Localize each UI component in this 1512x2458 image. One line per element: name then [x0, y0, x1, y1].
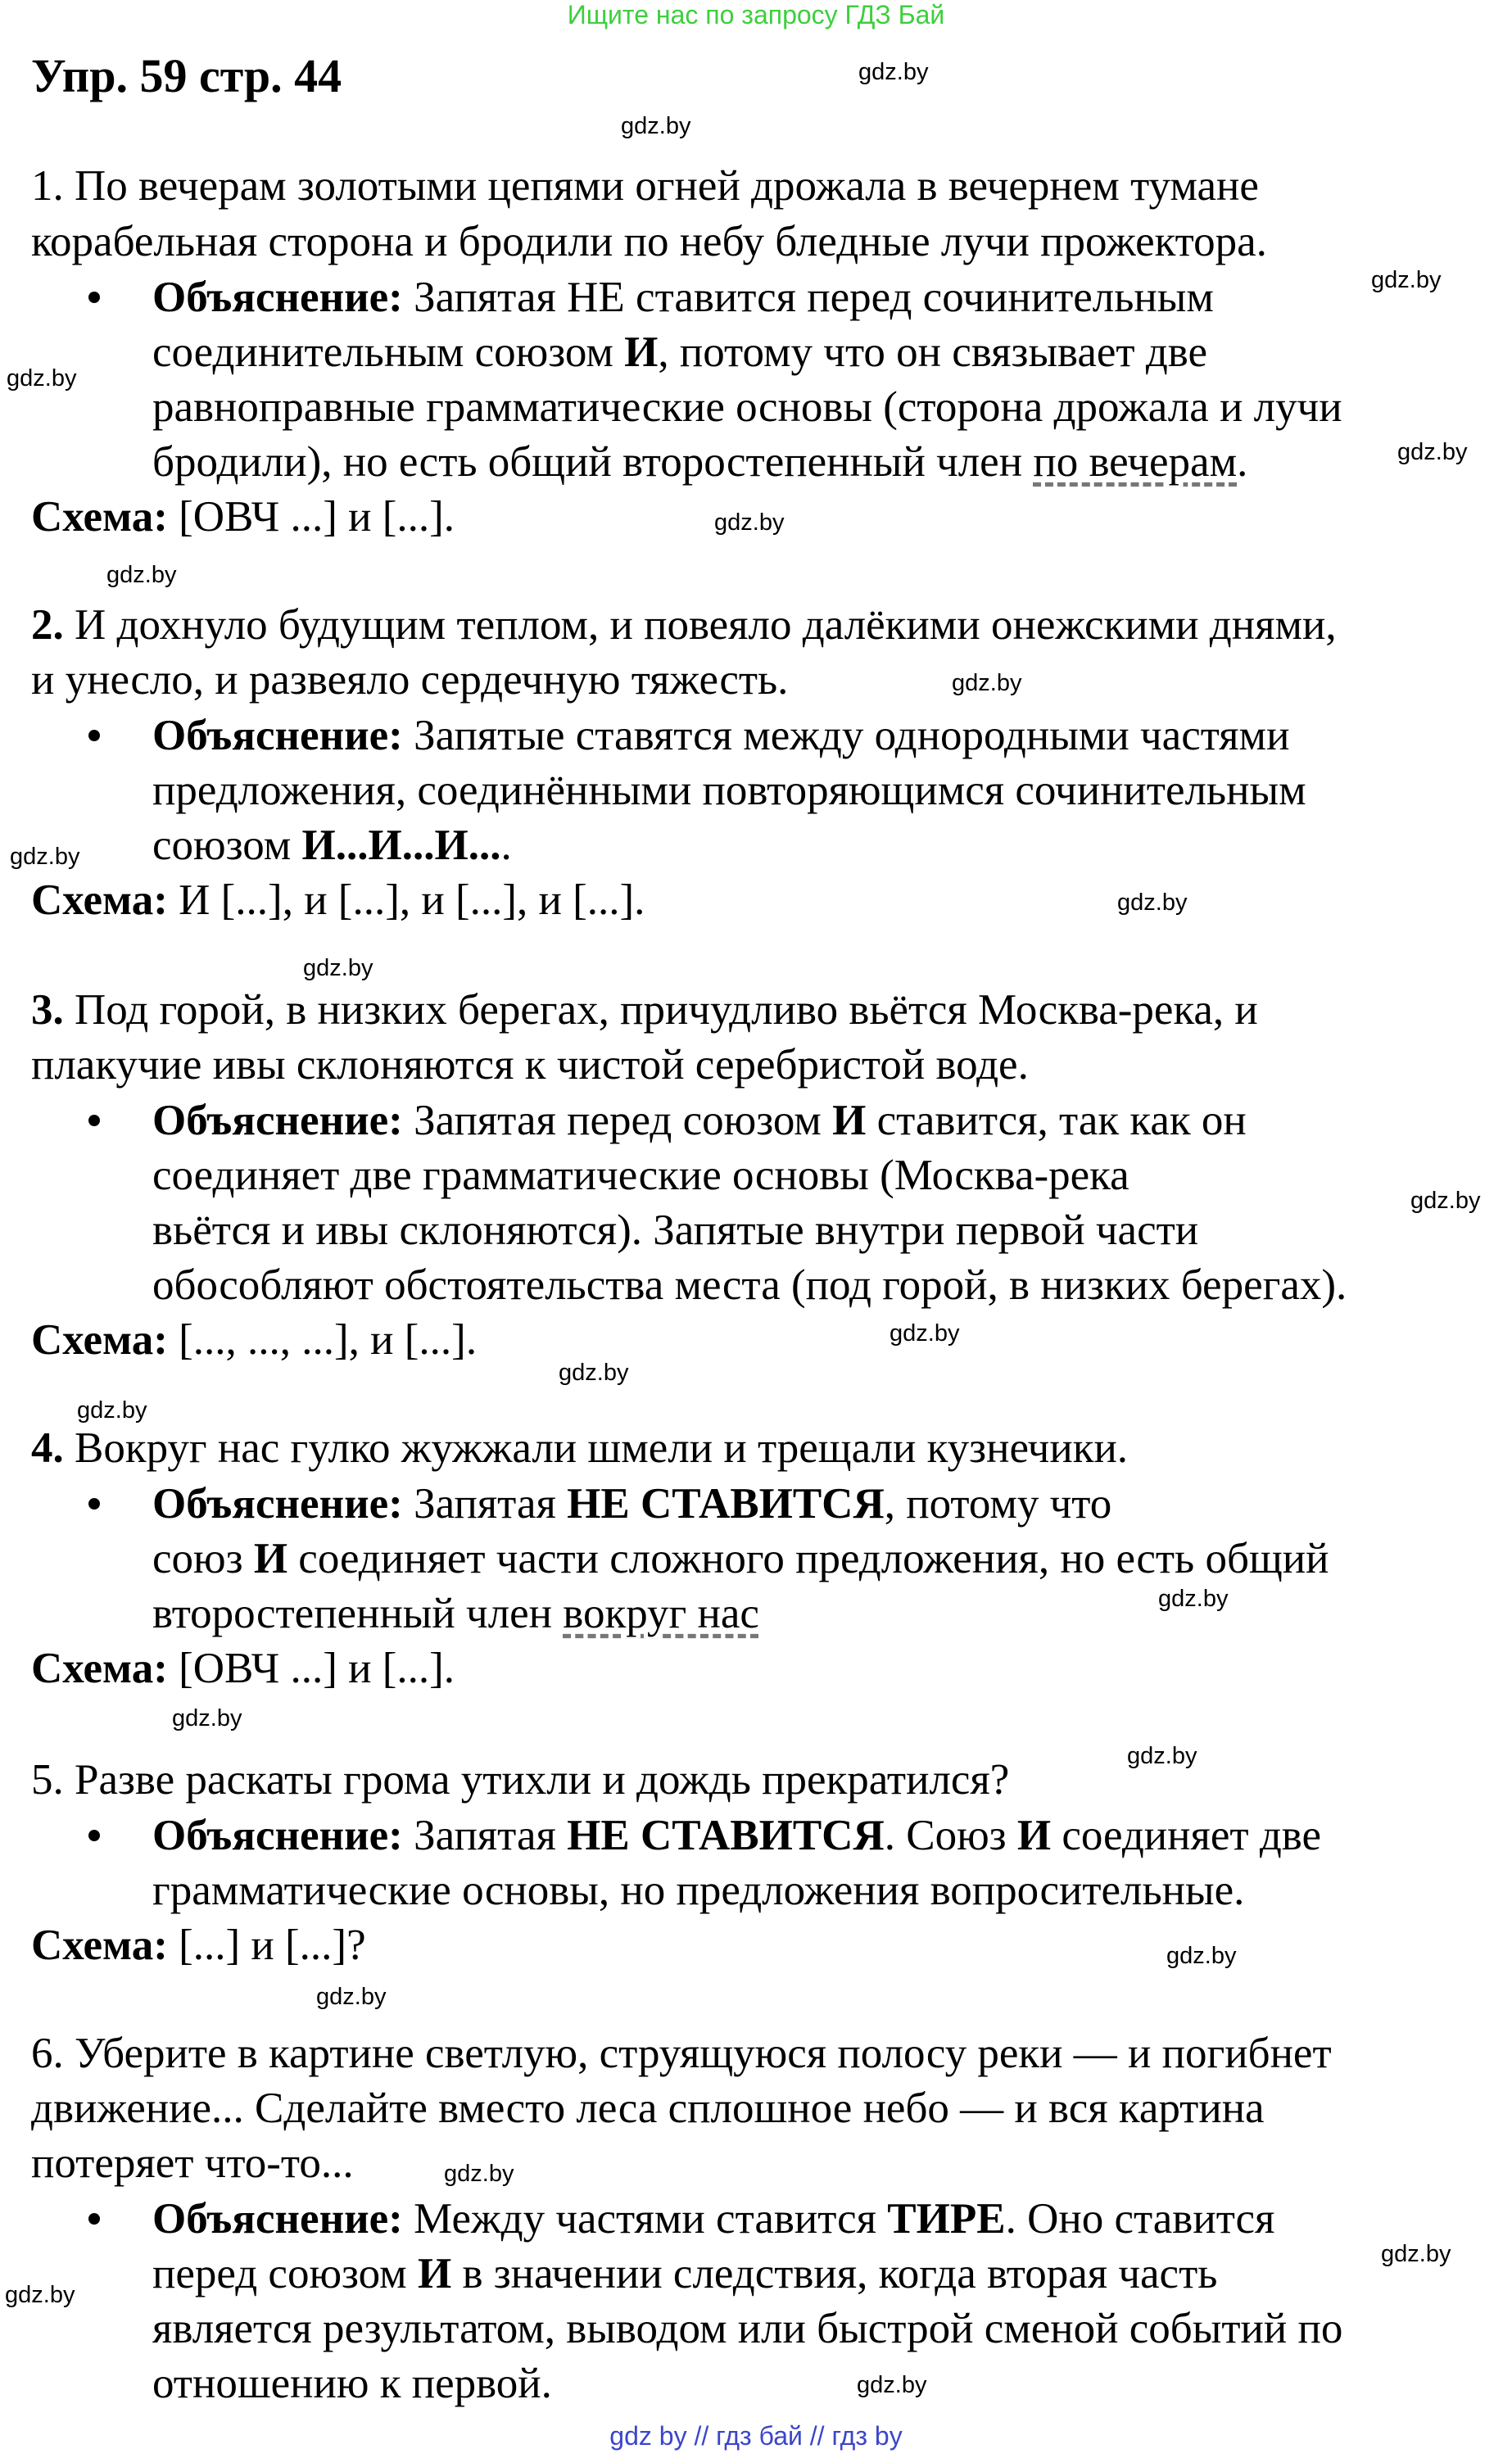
- watermark: gdz.by: [1127, 1743, 1197, 1769]
- bullet-icon: [88, 2213, 100, 2225]
- watermark: gdz.by: [444, 2161, 514, 2187]
- watermark: gdz.by: [77, 1397, 147, 1424]
- scheme-line: Схема: [ОВЧ ...] и [...].: [31, 493, 455, 541]
- watermark: gdz.by: [858, 59, 929, 85]
- watermark: gdz.by: [106, 562, 177, 588]
- explanation-line: Объяснение: Запятая НЕ СТАВИТСЯ. Союз И соединяет две: [152, 1812, 1322, 1859]
- bullet-icon: [88, 730, 100, 741]
- scheme-line: Схема: И [...], и [...], и [...], и [...].: [31, 876, 645, 924]
- sentence-line: и унесло, и развеяло сердечную тяжесть.: [31, 656, 789, 704]
- watermark: gdz.by: [10, 844, 80, 870]
- footer-links[interactable]: gdz by // гдз бай // гдз by: [609, 2421, 903, 2451]
- sentence-line: 6. Уберите в картине светлую, струящуюся полосу реки — и погибнет: [31, 2030, 1332, 2077]
- explanation-line: Объяснение: Запятая НЕ СТАВИТСЯ, потому что: [152, 1480, 1112, 1528]
- explanation-line: Объяснение: Между частями ставится ТИРЕ. Оно ставится: [152, 2195, 1275, 2243]
- watermark: gdz.by: [7, 365, 77, 392]
- bullet-icon: [88, 292, 100, 303]
- explanation-line: вьётся и ивы склоняются). Запятые внутри первой части: [152, 1206, 1199, 1254]
- watermark: gdz.by: [1158, 1586, 1229, 1612]
- sentence-line: 4. Вокруг нас гулко жужжали шмели и трещали кузнечики.: [31, 1424, 1129, 1472]
- watermark: gdz.by: [1371, 267, 1442, 293]
- underlined-member: по вечерам: [1033, 438, 1238, 486]
- watermark: gdz.by: [1381, 2241, 1451, 2267]
- watermark: gdz.by: [1397, 439, 1468, 465]
- sentence-line: потеряет что-то...: [31, 2139, 354, 2187]
- explanation-line: Объяснение: Запятые ставятся между однородными частями: [152, 712, 1290, 759]
- watermark: gdz.by: [559, 1360, 629, 1386]
- watermark: gdz.by: [857, 2372, 927, 2398]
- explanation-line: соединительным союзом И, потому что он связывает две: [152, 328, 1208, 376]
- bullet-icon: [88, 1115, 100, 1126]
- explanation-line: равноправные грамматические основы (сторона дрожала и лучи: [152, 383, 1342, 431]
- page-title: Упр. 59 стр. 44: [31, 49, 342, 102]
- sentence-line: движение... Сделайте вместо леса сплошное небо — и вся картина: [31, 2085, 1265, 2132]
- scheme-line: Схема: [...] и [...]?: [31, 1922, 366, 1969]
- watermark: gdz.by: [5, 2282, 75, 2308]
- bullet-icon: [88, 1830, 100, 1841]
- explanation-line: бродили), но есть общий второстепенный член по вечерам.: [152, 438, 1248, 486]
- explanation-line: Объяснение: Запятая перед союзом И ставится, так как он: [152, 1097, 1247, 1144]
- explanation-line: грамматические основы, но предложения вопросительные.: [152, 1867, 1245, 1914]
- explanation-line: Объяснение: Запятая НЕ ставится перед сочинительным: [152, 274, 1214, 321]
- explanation-line: предложения, соединёнными повторяющимся сочинительным: [152, 767, 1306, 814]
- explanation-line: соединяет две грамматические основы (Москва-река: [152, 1152, 1129, 1199]
- watermark: gdz.by: [1166, 1943, 1237, 1969]
- explanation-line: перед союзом И в значении следствия, когда вторая часть: [152, 2250, 1218, 2297]
- sentence-line: плакучие ивы склоняются к чистой серебристой воде.: [31, 1041, 1029, 1089]
- explanation-line: отношению к первой.: [152, 2360, 552, 2407]
- watermark: gdz.by: [714, 509, 785, 536]
- watermark: gdz.by: [952, 670, 1022, 696]
- bullet-icon: [88, 1498, 100, 1510]
- explanation-line: обособляют обстоятельства места (под горой, в низких берегах).: [152, 1261, 1347, 1309]
- sentence-line: корабельная сторона и бродили по небу бледные лучи прожектора.: [31, 218, 1267, 265]
- sentence-line: 2. И дохнуло будущим теплом, и повеяло далёкими онежскими днями,: [31, 601, 1337, 649]
- watermark: gdz.by: [890, 1320, 960, 1347]
- sentence-line: 5. Разве раскаты грома утихли и дождь прекратился?: [31, 1756, 1010, 1804]
- underlined-member: вокруг нас: [563, 1590, 759, 1637]
- top-banner[interactable]: Ищите нас по запросу ГДЗ Бай: [567, 0, 945, 29]
- scheme-line: Схема: [ОВЧ ...] и [...].: [31, 1645, 455, 1692]
- sentence-line: 1. По вечерам золотыми цепями огней дрожала в вечернем тумане: [31, 162, 1259, 210]
- watermark: gdz.by: [1410, 1188, 1481, 1214]
- explanation-line: союзом И...И...И....: [152, 822, 512, 869]
- explanation-line: второстепенный член вокруг нас: [152, 1590, 759, 1637]
- watermark: gdz.by: [303, 955, 373, 981]
- watermark: gdz.by: [316, 1984, 387, 2010]
- scheme-line: Схема: [..., ..., ...], и [...].: [31, 1316, 478, 1364]
- watermark: gdz.by: [1117, 889, 1188, 916]
- watermark: gdz.by: [172, 1705, 242, 1731]
- watermark: gdz.by: [621, 113, 691, 139]
- explanation-line: союз И соединяет части сложного предложения, но есть общий: [152, 1535, 1329, 1582]
- sentence-line: 3. Под горой, в низких берегах, причудливо вьётся Москва-река, и: [31, 986, 1258, 1034]
- explanation-line: является результатом, выводом или быстрой сменой событий по: [152, 2305, 1343, 2352]
